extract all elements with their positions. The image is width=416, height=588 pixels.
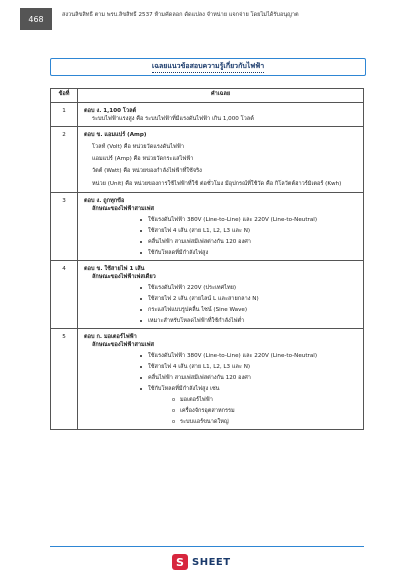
explanation-line: แอมแปร์ (Amp) คือ หน่วยวัดกระแสไฟฟ้า: [92, 156, 194, 162]
answer-cell: [78, 329, 364, 430]
sub-item: o ระบบแอร์ขนาดใหญ่: [84, 418, 357, 426]
bullet-item: ใช้แรงดันไฟฟ้า 380V (Line-to-Line) และ 220V (Line-to-Neutral): [84, 216, 357, 224]
explanation-line: โวลท์ (Volt) คือ หน่วยวัดแรงดันไฟฟ้า: [92, 144, 184, 150]
table-header-row: [51, 89, 364, 103]
row-number: 4: [51, 261, 78, 329]
page-number: 468: [20, 8, 52, 30]
footer-divider: [50, 546, 364, 547]
answer-choice: ตอบ ก. มอเตอร์ไฟฟ้า: [84, 334, 137, 340]
answer-cell: [78, 127, 364, 193]
row-number: 5: [51, 329, 78, 430]
row-number: 2: [51, 127, 78, 193]
table-row: [51, 329, 364, 430]
answer-choice: ตอบ ข. แอมแปร์ (Amp): [84, 132, 147, 138]
answer-choice: ตอบ ง. 1,100 โวลต์: [84, 108, 137, 114]
bullet-item: ใช้กับโหลดที่มีกำลังไฟสูง: [84, 249, 357, 257]
answer-choice: ตอบ ง. ถูกทุกข้อ: [84, 198, 125, 204]
bullet-item: ใช้สายไฟ 2 เส้น (สายไลน์ L และสายกลาง N): [84, 295, 357, 303]
column-header-answer: คำเฉลย: [78, 89, 364, 103]
bullet-item: เหมาะสำหรับโหลดไฟฟ้าที่ใช้กำลังไฟต่ำ: [84, 317, 357, 325]
row-number: 1: [51, 103, 78, 127]
logo-text: SHEET: [192, 556, 231, 568]
explanation-line: ระบบไฟฟ้าแรงสูง คือ ระบบไฟฟ้าที่มีแรงดันไฟฟ้า เกิน 1,000 โวลต์: [92, 116, 254, 122]
section-heading: ลักษณะของไฟฟ้าสามเฟส: [92, 206, 155, 212]
bullet-item: ใช้แรงดันไฟฟ้า 220V (ประเทศไทย): [84, 284, 357, 292]
bullet-item: คลื่นไฟฟ้า สามเฟสมีเฟสต่างกัน 120 องศา: [84, 374, 357, 382]
page-title-text: เฉลยแนวข้อสอบความรู้เกี่ยวกับไฟฟ้า: [152, 61, 264, 73]
page-title: [50, 58, 366, 76]
row-number: 3: [51, 193, 78, 261]
bullet-item: ใช้แรงดันไฟฟ้า 380V (Line-to-Line) และ 220V (Line-to-Neutral): [84, 352, 357, 360]
logo-mark-icon: S: [172, 554, 188, 570]
answer-choice: ตอบ ข. ใช้สายไฟ 1 เส้น: [84, 266, 145, 272]
bullet-item: ใช้สายไฟ 4 เส้น (สาย L1, L2, L3 และ N): [84, 227, 357, 235]
table-row: [51, 103, 364, 127]
table-row: [51, 193, 364, 261]
answer-cell: [78, 193, 364, 261]
bullet-item: ใช้กับโหลดที่มีกำลังไฟสูง เช่น: [84, 385, 357, 393]
column-header-number: ข้อที่: [51, 89, 78, 103]
table-row: [51, 261, 364, 329]
explanation-line: วัตต์ (Watt) คือ หน่วยของกำลังไฟฟ้าที่ใช้จริง: [92, 168, 202, 174]
bullet-item: กระแสไฟแบบรูปคลื่น ไซน์ (Sine Wave): [84, 306, 357, 314]
explanation-line: หน่วย (Unit) คือ หน่วยของการใช้ไฟฟ้าที่ใช้ ต่อชั่วโมง มีอุปกรณ์ที่ใช้วัด คือ กิโลวัตต์ฮาวร์มิเตอร์ (Kwh): [92, 181, 342, 187]
bullet-item: คลื่นไฟฟ้า สามเฟสมีเฟสต่างกัน 120 องศา: [84, 238, 357, 246]
answer-cell: [78, 261, 364, 329]
answer-cell: [78, 103, 364, 127]
section-heading: ลักษณะของไฟฟ้าสามเฟส: [92, 342, 155, 348]
section-heading: ลักษณะของไฟฟ้าเฟสเดียว: [92, 274, 156, 280]
answer-table: [50, 88, 364, 430]
brand-logo: [172, 552, 231, 572]
sub-item: o เครื่องจักรอุตสาหกรรม: [84, 407, 357, 415]
table-row: [51, 127, 364, 193]
bullet-item: ใช้สายไฟ 4 เส้น (สาย L1, L2, L3 และ N): [84, 363, 357, 371]
copyright-notice: สงวนลิขสิทธิ์ ตาม พรบ.ลิขสิทธิ์ 2537 ห้ามคัดลอก ดัดแปลง จำหน่าย แจกจ่าย โดยไม่ได้รับอนุญาต: [62, 12, 299, 18]
sub-item: o มอเตอร์ไฟฟ้า: [84, 396, 357, 404]
